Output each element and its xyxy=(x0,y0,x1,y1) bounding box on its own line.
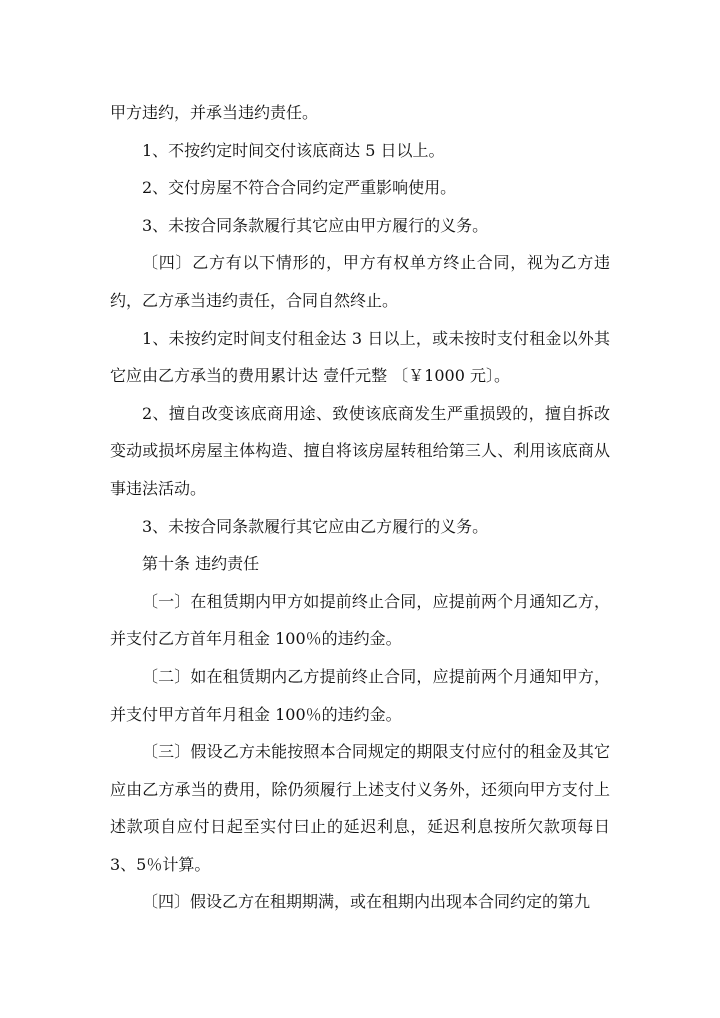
paragraph-liability-2: 〔二〕如在租赁期内乙方提前终止合同，应提前两个月通知甲方，并支付甲方首年月租金 100％的违约金。 xyxy=(110,666,610,724)
paragraph-party-a-clause-2: 2、交付房屋不符合合同约定严重影响使用。 xyxy=(142,178,457,198)
paragraph-liability-1: 〔一〕在租赁期内甲方如提前终止合同，应提前两个月通知乙方，并支付乙方首年月租金 100％的违约金。 xyxy=(110,591,610,649)
paragraph-breach-continuation: 甲方违约，并承当违约责任。 xyxy=(110,103,319,122)
paragraph-liability-3: 〔三〕假设乙方未能按照本合同规定的期限支付应付的租金及其它应由乙方承当的费用，除仍须履行上述支付义务外，还须向甲方支付上述款项自应付日起至实付曰止的延迟利息，延迟利息按所欠款项每日 3、5％计算。 xyxy=(110,742,616,874)
paragraph-party-b-clause-2: 2、擅自改变该底商用途、致使该底商发生严重损毁的，擅自拆改变动或损坏房屋主体构造、擅自将该房屋转租给第三人、利用该底商从事违法活动。 xyxy=(110,403,610,498)
paragraph-liability-4: 〔四〕假设乙方在租期期满，或在租期内出现本合同约定的第九 xyxy=(142,892,591,912)
document-body xyxy=(110,94,616,921)
article-10-heading: 第十条 违约责任 xyxy=(142,554,260,574)
paragraph-party-b-clause-1: 1、未按约定时间支付租金达 3 日以上，或未按时支付租金以外其它应由乙方承当的费用累计达 壹仟元整 〔￥1000 元〕。 xyxy=(110,328,610,386)
paragraph-section-4: 〔四〕乙方有以下情形的，甲方有权单方终止合同，视为乙方违约，乙方承当违约责任，合同自然终止。 xyxy=(110,253,610,310)
paragraph-party-b-clause-3: 3、未按合同条款履行其它应由乙方履行的义务。 xyxy=(142,516,489,536)
paragraph-party-a-clause-3: 3、未按合同条款履行其它应由甲方履行的义务。 xyxy=(142,215,489,235)
paragraph-party-a-clause-1: 1、不按约定时间交付该底商达 5 日以上。 xyxy=(142,140,445,160)
